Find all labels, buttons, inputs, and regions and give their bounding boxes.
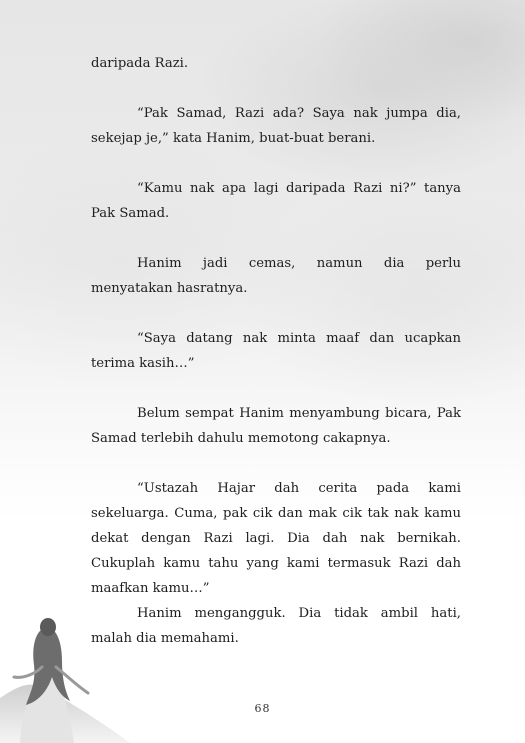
paragraph: “Ustazah Hajar dah cerita pada kami sekeluarga. Cuma, pak cik dan mak cik tak nak kamu dekat dengan Razi lagi. Dia dah nak bernikah. Cukuplah kamu tahu yang kami termasuk Razi dah maafkan kamu…” <box>91 481 461 596</box>
paragraph: daripada Razi. <box>91 56 189 71</box>
paragraph: Hanim mengangguk. Dia tidak ambil hati, malah dia memahami. <box>91 606 461 646</box>
paragraph: “Kamu nak apa lagi daripada Razi ni?” tanya Pak Samad. <box>91 181 461 221</box>
paragraph: “Pak Samad, Razi ada? Saya nak jumpa dia, sekejap je,” kata Hanim, buat-buat berani. <box>91 106 461 146</box>
paragraph: “Saya datang nak minta maaf dan ucapkan terima kasih…” <box>91 331 461 371</box>
paragraph: Belum sempat Hanim menyambung bicara, Pak Samad terlebih dahulu memotong cakapnya. <box>91 406 461 446</box>
paragraph: Hanim jadi cemas, namun dia perlu menyatakan hasratnya. <box>91 256 461 296</box>
page-number: 68 <box>254 702 271 715</box>
